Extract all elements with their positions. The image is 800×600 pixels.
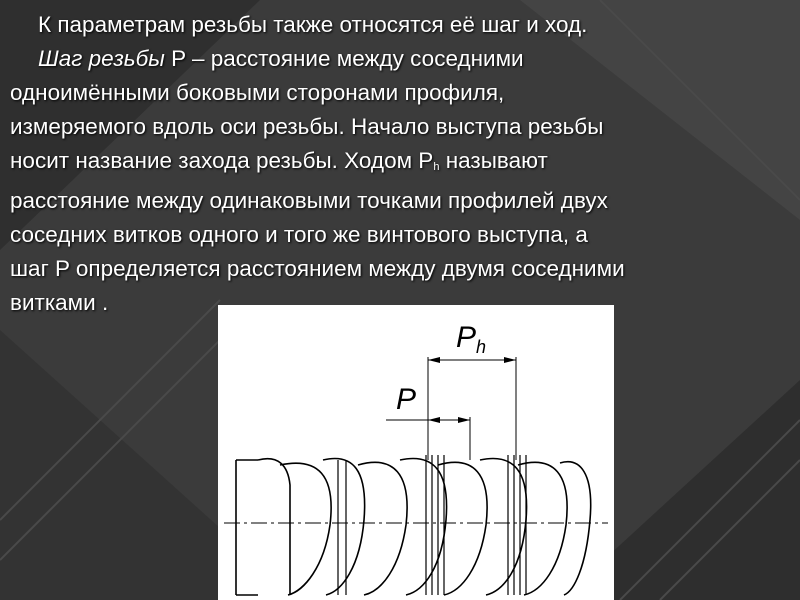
label-lead-subscript: h	[476, 337, 487, 357]
thread-crest-hatching	[338, 455, 526, 595]
label-pitch: P	[396, 383, 417, 416]
text-line-5-subscript: h	[433, 161, 440, 173]
thread-drawing	[218, 305, 614, 600]
text-line-1: К параметрам резьбы также относятся её шаг и ход.	[38, 12, 588, 37]
text-line-5-end: называют	[439, 148, 548, 173]
text-line-2-rest: P – расстояние между соседними	[164, 46, 524, 71]
text-line-2	[10, 42, 790, 76]
text-line-6: расстояние между одинаковыми точками профилей двух	[10, 188, 608, 213]
text-line-5-start: носит название захода резьбы. Ходом P	[10, 148, 434, 173]
label-lead: P	[456, 321, 477, 354]
text-line-9: витками .	[10, 290, 109, 315]
slide-body	[10, 8, 790, 320]
text-line-4: измеряемого вдоль оси резьбы. Начало выступа резьбы	[10, 114, 604, 139]
text-line-7: соседних витков одного и того же винтового выступа, а	[10, 222, 588, 247]
term-thread-pitch: Шаг резьбы	[38, 46, 165, 71]
text-line-8: шаг P определяется расстоянием между двумя соседними	[10, 256, 625, 281]
thread-diagram	[218, 305, 614, 600]
text-line-5	[10, 144, 790, 184]
thread-turns	[258, 458, 591, 595]
text-line-3: одноимёнными боковыми сторонами профиля,	[10, 80, 505, 105]
